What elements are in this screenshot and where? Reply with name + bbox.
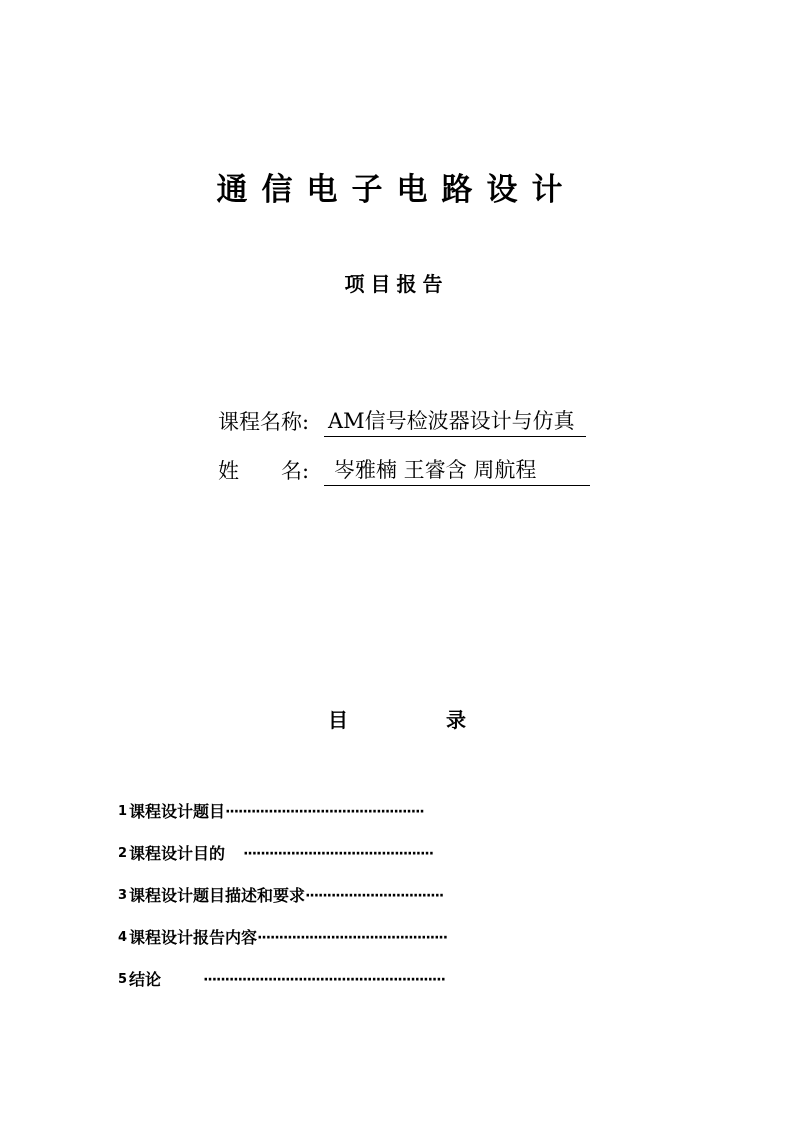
course-name-row <box>218 403 586 437</box>
toc-item[interactable] <box>118 840 558 882</box>
toc-item-number: 3 <box>118 888 128 903</box>
toc-heading-left: 目 <box>328 708 348 732</box>
report-subtitle: 项目报告 <box>344 272 449 296</box>
toc-item[interactable] <box>118 798 558 840</box>
toc-item-title: 课程设计报告内容 <box>129 928 258 947</box>
author-names-row <box>218 452 590 486</box>
toc-item-title: 课程设计题目描述和要求 <box>129 886 306 905</box>
toc-item-leader: ············································ <box>243 846 434 862</box>
toc-item-title: 课程设计题目 <box>129 802 226 821</box>
table-of-contents <box>118 798 558 1008</box>
toc-heading-right: 录 <box>446 708 466 732</box>
toc-item[interactable] <box>118 966 558 1008</box>
course-name-label: 课程名称: <box>218 410 310 434</box>
toc-item-number: 1 <box>118 804 128 819</box>
page-title: 通信电子电路设计 <box>216 172 577 208</box>
toc-item-title: 结论 <box>129 970 162 989</box>
toc-item-leader: ································ <box>305 888 444 904</box>
toc-item-number: 5 <box>118 972 128 987</box>
author-names-value: 岑雅楠 王睿含 周航程 <box>324 455 590 486</box>
toc-heading <box>0 704 793 734</box>
toc-item[interactable] <box>118 882 558 924</box>
toc-item-leader: ·············································· <box>225 804 424 820</box>
toc-item-number: 4 <box>118 930 128 945</box>
toc-item-leader: ························································ <box>203 972 445 988</box>
toc-item[interactable] <box>118 924 558 966</box>
toc-item-leader: ············································ <box>257 930 448 946</box>
toc-item-number: 2 <box>118 846 128 861</box>
course-name-value: AM信号检波器设计与仿真 <box>324 406 586 437</box>
toc-item-title: 课程设计目的 <box>129 844 226 863</box>
author-names-label: 姓 名: <box>218 459 310 483</box>
